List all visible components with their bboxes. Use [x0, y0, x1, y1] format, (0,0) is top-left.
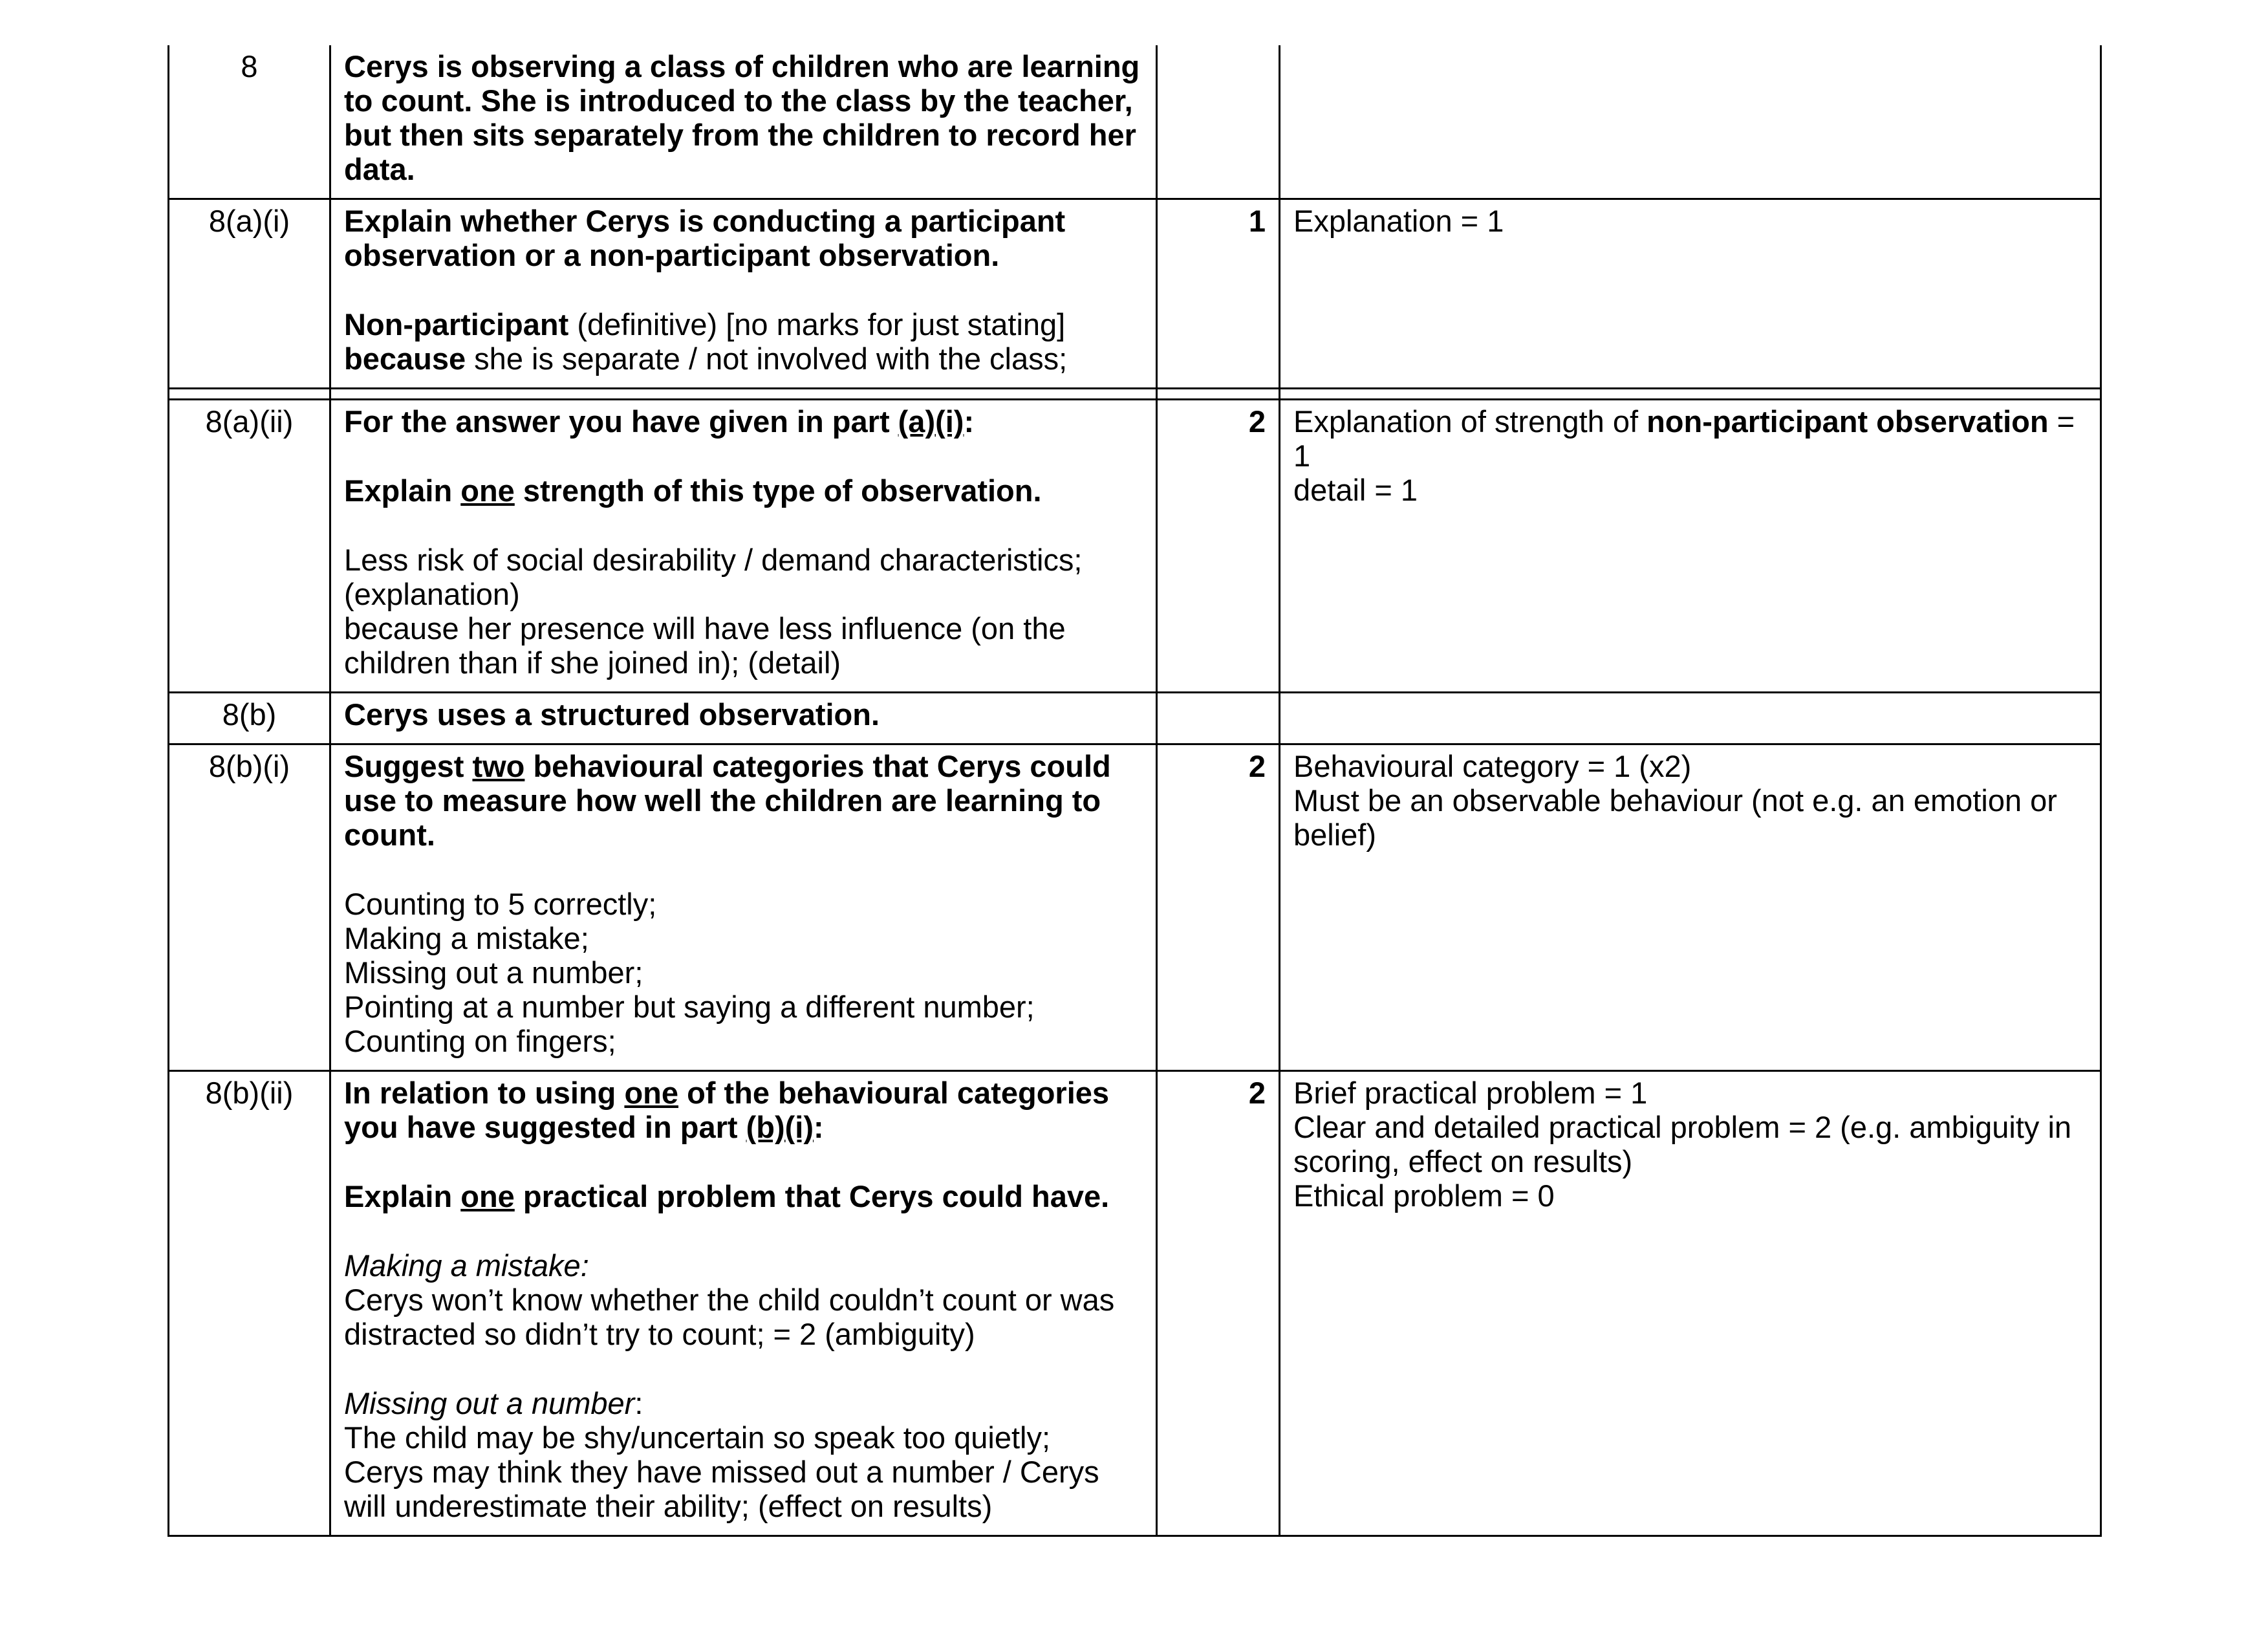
- example-heading: Missing out a number: [344, 1386, 635, 1420]
- table-row: [169, 744, 2101, 1071]
- guidance-post: = 1: [1293, 404, 2075, 473]
- guidance-term: non-participant observation: [1647, 404, 2049, 439]
- question-answer-cell: [330, 199, 1157, 389]
- example-answer: [344, 1386, 1143, 1523]
- lead-pre: In relation to using: [344, 1076, 625, 1110]
- lead-end: :: [813, 1110, 824, 1144]
- guidance-line: detail = 1: [1293, 473, 1418, 507]
- question-pre: Explain: [344, 1179, 461, 1213]
- spacer-row: [169, 389, 2101, 400]
- answer-line: because her presence will have less influence (on the: [344, 611, 1066, 646]
- guidance-text: [1293, 1076, 2087, 1213]
- guidance-cell: [1280, 45, 2101, 199]
- lead-text: For the answer you have given in part: [344, 404, 898, 439]
- marks-cell: 2: [1157, 744, 1280, 1071]
- answer-line: Counting on fingers;: [344, 1024, 616, 1058]
- example-text: Cerys may think they have missed out a number / Cerys will underestimate their ability; (effect on results): [344, 1455, 1099, 1523]
- example-text: Cerys won’t know whether the child couldn’t count or was distracted so didn’t try to count; = 2 (ambiguity): [344, 1283, 1115, 1351]
- question-emphasis: one: [460, 1179, 515, 1213]
- mark-scheme-table: [167, 45, 2102, 1537]
- answer-line: Pointing at a number but saying a different number;: [344, 990, 1035, 1024]
- question-answer-cell: [330, 400, 1157, 693]
- question-text: Explain whether Cerys is conducting a participant observation or a non-participant observation.: [344, 204, 1066, 272]
- question-number: 8(b)(i): [169, 744, 330, 1071]
- marks-cell: 2: [1157, 1071, 1280, 1536]
- table-row: [169, 45, 2101, 199]
- question-number: 8(a)(i): [169, 199, 330, 389]
- question-number: 8(a)(ii): [169, 400, 330, 693]
- answer-because: because: [344, 342, 466, 376]
- answer-line: children than if she joined in); (detail): [344, 646, 841, 680]
- answer-term: Non-participant: [344, 307, 569, 342]
- question-post: practical problem that Cerys could have.: [514, 1179, 1110, 1213]
- table-row: [169, 693, 2101, 744]
- question-post: behavioural categories that Cerys could use to measure how well the children are learning to count.: [344, 749, 1111, 852]
- stem-text: Cerys uses a structured observation.: [344, 697, 880, 732]
- marks-cell: [1157, 45, 1280, 199]
- part-reference: (a)(i): [898, 404, 964, 439]
- lead-end: :: [964, 404, 975, 439]
- table-row: [169, 400, 2101, 693]
- table-row: [169, 1071, 2101, 1536]
- question-emphasis: two: [472, 749, 525, 783]
- question-pre: Explain: [344, 473, 461, 508]
- question-pre: Suggest: [344, 749, 473, 783]
- question-number: 8(b): [169, 693, 330, 744]
- answer-line: Making a mistake;: [344, 921, 589, 955]
- question-answer-cell: [330, 1071, 1157, 1536]
- question-text: [344, 1179, 1143, 1213]
- question-stem: [330, 45, 1157, 199]
- answer-text: [344, 307, 1143, 376]
- question-answer-cell: [330, 744, 1157, 1071]
- guidance-text: [1293, 404, 2087, 507]
- guidance-cell: [1280, 693, 2101, 744]
- spacer-cell: [1280, 389, 2101, 400]
- answer-reason: she is separate / not involved with the class;: [466, 342, 1068, 376]
- guidance-line: Ethical problem = 0: [1293, 1178, 1555, 1213]
- marks-cell: [1157, 693, 1280, 744]
- guidance-line: Must be an observable behaviour (not e.g. an emotion or belief): [1293, 783, 2057, 852]
- question-text: [344, 749, 1143, 852]
- question-number: 8: [169, 45, 330, 199]
- answer-line: Less risk of social desirability / demand characteristics;: [344, 543, 1083, 577]
- guidance-pre: Explanation of strength of: [1293, 404, 1647, 439]
- guidance-line: Brief practical problem = 1: [1293, 1076, 1648, 1110]
- marks-cell: 2: [1157, 400, 1280, 693]
- example-heading-end: :: [634, 1386, 643, 1420]
- answer-line: Missing out a number;: [344, 955, 643, 990]
- guidance-cell: [1280, 744, 2101, 1071]
- stem-text: Cerys is observing a class of children who are learning to count. She is introduced to the class by the teacher, but then sits separately from the children to record her data.: [344, 49, 1140, 186]
- guidance-cell: Explanation = 1: [1280, 199, 2101, 389]
- question-number: 8(b)(ii): [169, 1071, 330, 1536]
- answer-line: Counting to 5 correctly;: [344, 887, 657, 921]
- spacer-cell: [1157, 389, 1280, 400]
- guidance-text: [1293, 749, 2087, 852]
- question-lead: [344, 1076, 1143, 1144]
- guidance-cell: [1280, 1071, 2101, 1536]
- question-text: [344, 473, 1143, 508]
- guidance-cell: [1280, 400, 2101, 693]
- answer-text: [344, 887, 1143, 1058]
- lead-mid: of the behavioural categories you have suggested in part: [344, 1076, 1110, 1144]
- answer-text: [344, 543, 1143, 680]
- example-text: The child may be shy/uncertain so speak too quietly;: [344, 1420, 1051, 1455]
- part-reference: (b)(i): [746, 1110, 814, 1144]
- spacer-cell: [169, 389, 330, 400]
- guidance-line: Clear and detailed practical problem = 2 (e.g. ambiguity in scoring, effect on results): [1293, 1110, 2072, 1178]
- question-emphasis: one: [460, 473, 515, 508]
- example-heading: Making a mistake:: [344, 1248, 589, 1283]
- lead-emphasis: one: [624, 1076, 679, 1110]
- question-post: strength of this type of observation.: [514, 473, 1042, 508]
- guidance-line: Behavioural category = 1 (x2): [1293, 749, 1692, 783]
- answer-line: (explanation): [344, 577, 520, 611]
- answer-note: (definitive) [no marks for just stating]: [568, 307, 1066, 342]
- example-answer: [344, 1248, 1143, 1351]
- question-stem: [330, 693, 1157, 744]
- table-row: [169, 199, 2101, 389]
- marks-cell: 1: [1157, 199, 1280, 389]
- spacer-cell: [330, 389, 1157, 400]
- question-lead: [344, 404, 1143, 439]
